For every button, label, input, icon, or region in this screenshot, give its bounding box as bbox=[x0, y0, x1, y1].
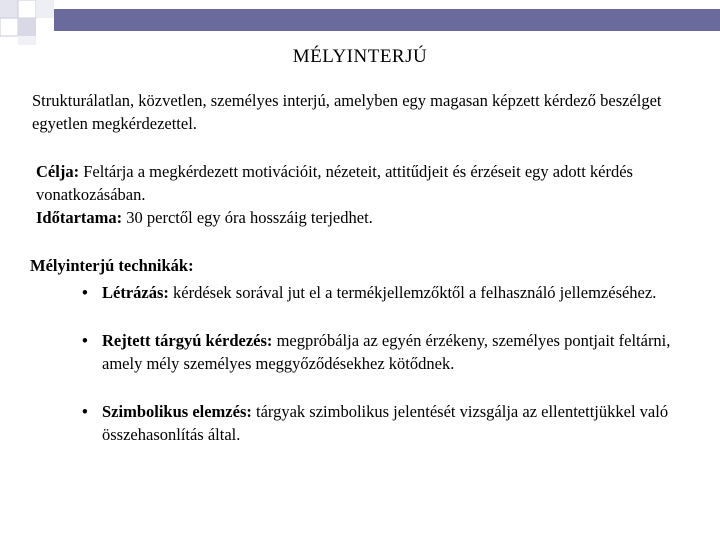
header-decoration bbox=[0, 0, 720, 45]
goal-paragraph bbox=[36, 160, 696, 229]
decor-square bbox=[0, 18, 18, 36]
slide-title-text: MÉLYINTERJÚ bbox=[292, 46, 428, 67]
technique-term: Rejtett tárgyú kérdezés: bbox=[102, 330, 273, 350]
decor-square bbox=[0, 0, 18, 18]
techniques-list bbox=[80, 281, 700, 447]
bullet-icon: • bbox=[82, 330, 88, 350]
duration-label: Időtartama: bbox=[36, 208, 123, 227]
slide-title bbox=[0, 46, 720, 68]
intro-paragraph: Strukturálatlan, közvetlen, személyes interjú, amelyben egy magasan képzett kérdező beszélget egyetlen megkérdezettel. bbox=[32, 91, 662, 133]
duration-text: 30 perctől egy óra hosszáig terjedhet. bbox=[122, 208, 373, 227]
technique-term: Létrázás: bbox=[102, 283, 169, 302]
header-bar bbox=[54, 9, 720, 31]
decor-square bbox=[18, 36, 36, 45]
goal-label: Célja: bbox=[36, 162, 80, 181]
bullet-icon: • bbox=[82, 401, 88, 421]
techniques-heading: Mélyinterjú technikák: bbox=[30, 256, 194, 275]
goal-text: Feltárja a megkérdezett motivációit, nézeteit, attitűdjeit és érzéseit egy adott kérdés vonatkozásában. bbox=[36, 162, 633, 204]
decor-square bbox=[18, 0, 36, 18]
technique-text: tárgyak szimbolikus jelentését vizsgálja az ellentettjükkel való összehasonlítás által. bbox=[102, 401, 669, 444]
bullet-icon: • bbox=[82, 283, 88, 302]
decor-square bbox=[36, 0, 54, 18]
list-item bbox=[80, 400, 700, 447]
list-item bbox=[80, 281, 700, 305]
decor-square bbox=[18, 18, 36, 36]
list-item bbox=[80, 329, 700, 376]
technique-text: megpróbálja az egyén érzékeny, személyes pontjait feltárni, amely mély személyes meggyőződésekhez kötődnek. bbox=[102, 330, 671, 373]
technique-text: kérdések sorával jut el a termékjellemzőktől a felhasználó jellemzéséhez. bbox=[168, 283, 657, 302]
technique-term: Szimbolikus elemzés: bbox=[102, 401, 252, 421]
